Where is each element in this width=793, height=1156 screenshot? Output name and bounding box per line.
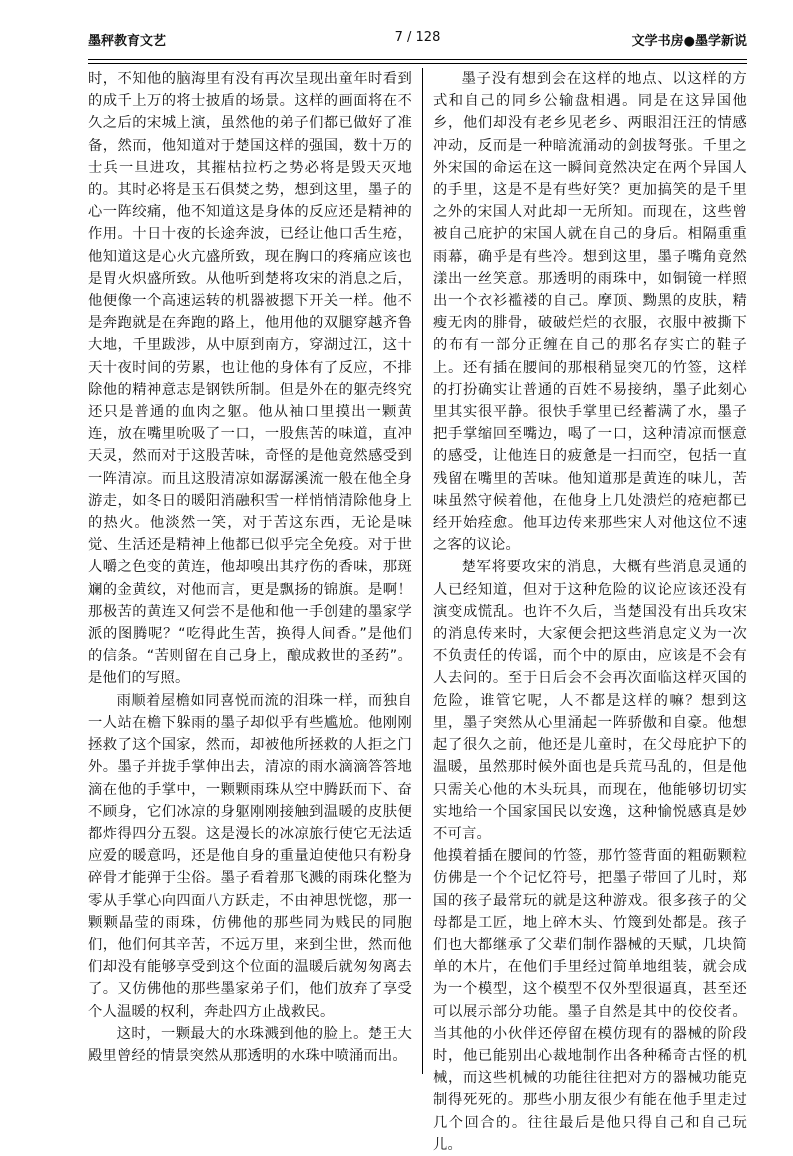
column-divider xyxy=(422,68,423,1074)
paragraph: 雨顺着屋檐如同喜悦而流的泪珠一样，而独自一人站在檐下躲雨的墨子却似乎有些尴尬。他刚刚拯救了这个国家，然而，却被他所拯救的人拒之门外。墨子并拢手掌伸出去，清凉的雨水滴滴答答地滴在他的手掌中，一颗颗雨珠从空中腾跃而下、奋不顾身，它们冰凉的身躯刚刚接触到温暖的皮肤便都炸得四分五裂。这是漫长的冰凉旅行使它无法适应爱的暖意吗，还是他自身的重量迫使他只有粉身碎骨才能弹于尘俗。墨子看着那飞溅的雨珠化整为零从手掌心向四面八方跃走，不由神思恍惚，那一颗颗晶莹的雨珠，仿佛他的那些同为贱民的同胞们，他们何其辛苦，不远万里，来到尘世，然而他们却没有能够享受到这个位面的温暖后就匆匆离去了。又仿佛他的那些墨家弟子们，他们放弃了享受个人温暖的权利，奔赴四方止战救民。 xyxy=(88,692,412,1020)
right-column xyxy=(433,68,747,1156)
paragraph: 墨子没有想到会在这样的地点、以这样的方式和自己的同乡公输盘相遇。同是在这异国他乡，他们却没有老乡见老乡、两眼泪汪汪的情感冲动，反而是一种暗流涌动的剑拔弩张。千里之外宋国的命运在这一瞬间竟然决定在两个异国人的手里，这是不是有些好笑？更加搞笑的是千里之外的宋国人对此却一无所知。而现在，这些曾被自己庇护的宋国人就在自己的身后。相隔重重雨幕，确乎是有些冷。想到这里，墨子嘴角竟然漾出一丝笑意。那透明的雨珠中，如铜镜一样照出一个衣衫褴褛的自己。摩顶、黝黑的皮肤，精瘦无肉的腓骨，破破烂烂的衣服，衣服中被撕下的布有一部分正缠在自己的那名存实亡的鞋子上。还有插在腰间的那根稍显突兀的竹签，这样的打扮确实让普通的百姓不易接纳，墨子此刻心里其实很平静。很快手掌里已经蓄满了水，墨子把手掌缩回至嘴边，喝了一口，这种清凉而惬意的感受，让他连日的疲惫是一扫而空，包括一直残留在嘴里的苦味。他知道那是黄连的味儿，苦味虽然守候着他，在他身上几处溃烂的疮疤都已经开始痊愈。他耳边传来那些宋人对他这位不速之客的议论。 xyxy=(433,71,747,554)
paragraph: 这时，一颗最大的水珠溅到他的脸上。楚王大殿里曾经的情景突然从那透明的水珠中喷涌而出。 xyxy=(88,1025,412,1064)
header-rule-top xyxy=(88,59,747,60)
page-header xyxy=(88,30,747,54)
paragraph: 他摸着插在腰间的竹签，那竹签背面的粗砺颗粒仿佛是一个个记忆符号，把墨子带回了儿时，郑国的孩子最常玩的就是这种游戏。很多孩子的父母都是工匠，地上碎木头、竹篾到处都是。孩子们也大都继承了父辈们制作器械的天赋，几块简单的木片，在他们手里经过简单地组装，就会成为一个模型，这个模型不仅外型很逼真，甚至还可以展示部分功能。墨子自然是其中的佼佼者。当其他的小伙伴还停留在模仿现有的器械的阶段时，他已能别出心裁地制作出各种稀奇古怪的机械，而这些机械的功能往往把对方的器械功能克制得死死的。那些小朋友很少有能在他手里走过几个回合的。往往最后是他只得自己和自己玩儿。 xyxy=(433,848,747,1153)
body-columns xyxy=(88,68,747,1153)
paragraph: 时，不知他的脑海里有没有再次呈现出童年时看到的成千上万的将士披盾的场景。这样的画面将在不久之后的宋城上演，虽然他的弟子们都已做好了准备，然而，他知道对于楚国这样的强国，数十万的士兵一旦进攻，其摧枯拉朽之势必将是毁天灭地的。其时必将是玉石俱焚之势，想到这里，墨子的心一阵绞痛，他不知道这是身体的反应还是精神的作用。十日十夜的长途奔波，已经让他口舌生疮，他知道这是心火亢盛所致，现在胸口的疼痛应该也是胃火炽盛所致。从他听到楚将攻宋的消息之后，他便像一个高速运转的机器被摁下开关一样。他不是奔跑就是在奔跑的路上，他用他的双腿穿越齐鲁大地，千里跋涉，从中原到南方，穿湖过江，这十天十夜时间的劳累，也让他的身体有了反应，不排除他的精神意志是钢铁所制。但是外在的躯壳终究还只是普通的血肉之躯。他从袖口里摸出一颗黄连，放在嘴里吮吸了一口，一股焦苦的味道，直冲天灵，然而对于这股苦味，奇怪的是他竟然感受到一阵清凉。而且这股清凉如潺潺溪流一般在他全身游走，如冬日的暖阳消融积雪一样悄悄清除他身上的热火。他淡然一笑，对于苦这东西，无论是味觉、生活还是精神上他都已似乎完全免疫。对于世人嚼之色变的黄连，他却嗅出其疗伤的香味，那斑斓的金黄纹，对他而言，更是飘扬的锦旗。是啊！那极苦的黄连又何尝不是他和他一手创建的墨家学派的图腾呢？“吃得此生苦，换得人间香。”是他们的信条。“苦则留在自己身上，酿成救世的圣药”。是他们的写照。 xyxy=(88,71,412,687)
header-left-title: 墨秤教育文艺 xyxy=(88,34,167,49)
left-column xyxy=(88,68,412,1067)
header-rule-bottom xyxy=(88,63,747,64)
page-number: 7 / 128 xyxy=(394,30,441,45)
paragraph: 楚军将要攻宋的消息，大概有些消息灵通的人已经知道，但对于这种危险的议论应该还没有演变成慌乱。也许不久后，当楚国没有出兵攻宋的消息传来时，大家便会把这些消息定义为一次不负责任的传谣，而个中的原由，应该是不会有人去问的。至于日后会不会再次面临这样灭国的危险，谁管它呢，人不都是这样的嘛？想到这里，墨子突然从心里涌起一阵骄傲和自豪。他想起了很久之前，他还是儿童时，在父母庇护下的温暖，虽然那时候外面也是兵荒马乱的，但是他只需关心他的木头玩具，而现在，他能够切切实实地给一个国家国民以安逸，这种愉悦感真是妙不可言。 xyxy=(433,559,747,842)
header-right-title: 文学书房●墨学新说 xyxy=(631,34,747,49)
